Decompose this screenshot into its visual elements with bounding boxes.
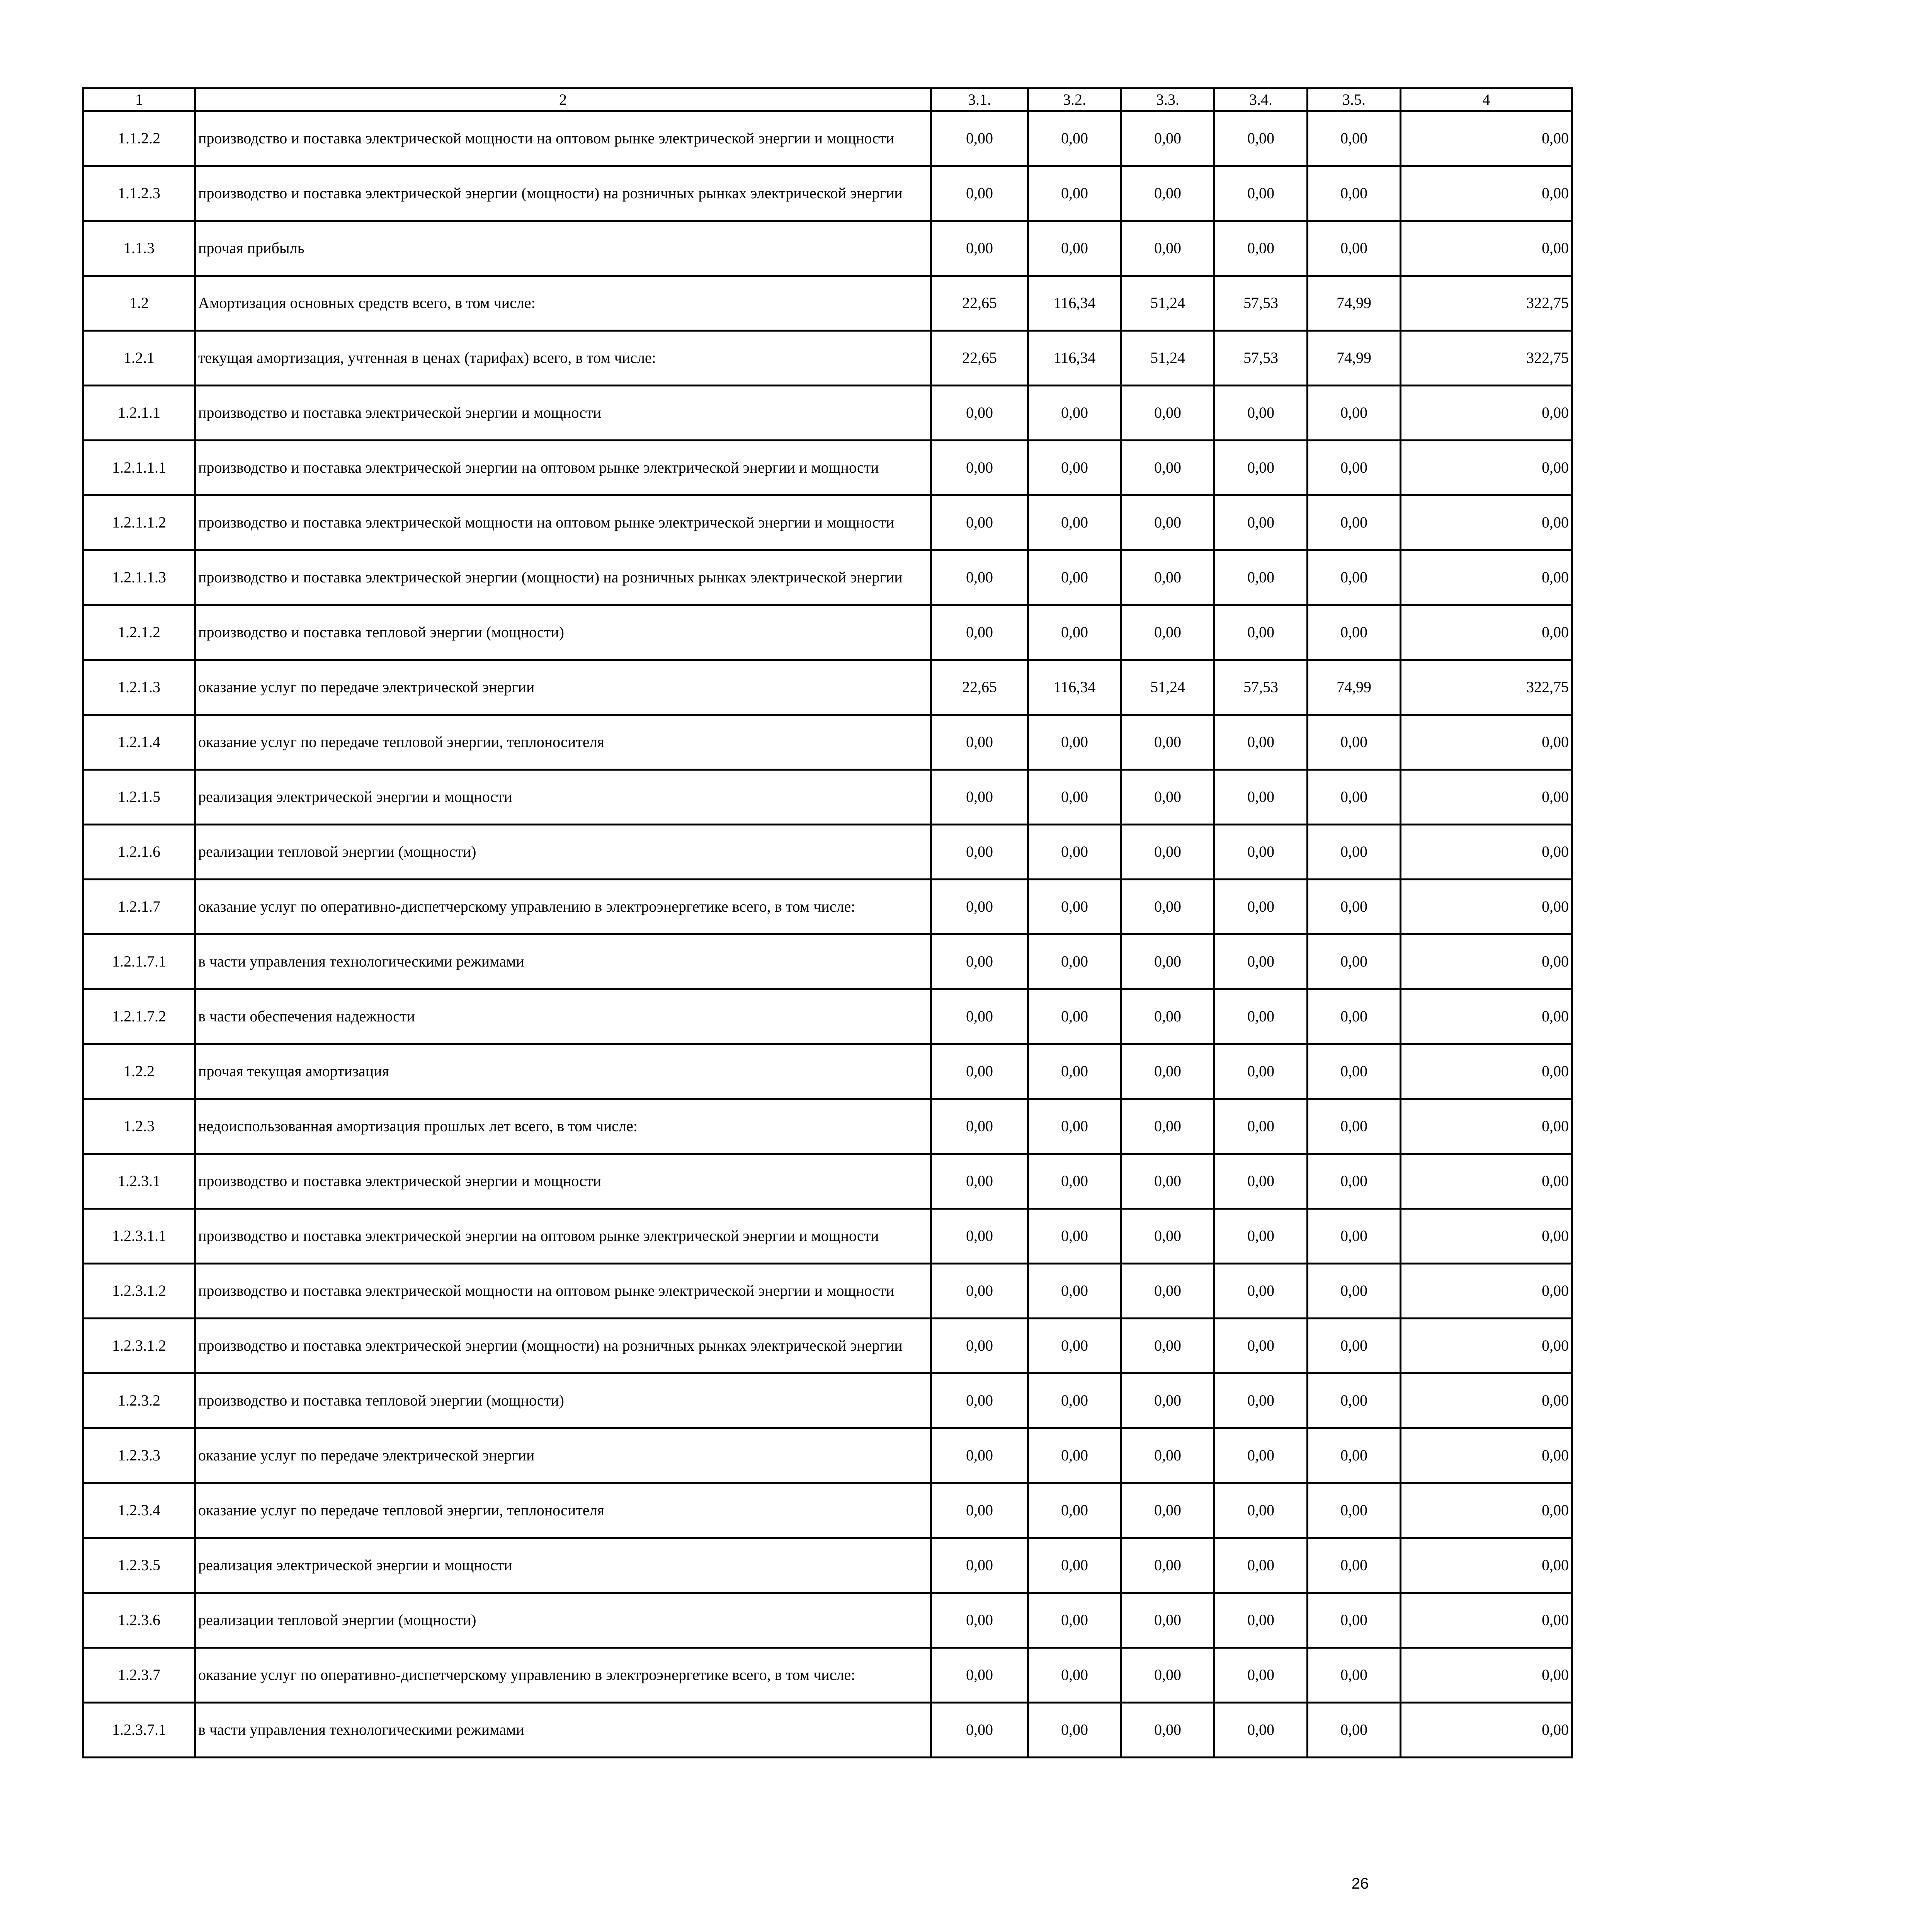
row-number-cell: 1.2.3.3 <box>83 1428 195 1483</box>
header-col-total: 4 <box>1401 88 1572 111</box>
row-name-cell: производство и поставка электрической мощности на оптовом рынке электрической энергии и мощности <box>195 111 931 166</box>
table-row <box>83 550 1572 605</box>
row-value-3-1-cell: 0,00 <box>931 1593 1028 1648</box>
row-value-3-3-cell: 0,00 <box>1121 770 1214 825</box>
table-row <box>83 1264 1572 1319</box>
row-value-3-3-cell: 0,00 <box>1121 550 1214 605</box>
row-name-cell: реализации тепловой энергии (мощности) <box>195 825 931 880</box>
row-value-3-2-cell: 0,00 <box>1028 1648 1121 1703</box>
row-value-3-4-cell: 0,00 <box>1214 1483 1308 1538</box>
row-value-3-4-cell: 0,00 <box>1214 880 1308 934</box>
row-value-3-1-cell: 0,00 <box>931 495 1028 550</box>
row-value-3-4-cell: 0,00 <box>1214 386 1308 441</box>
row-value-3-4-cell: 57,53 <box>1214 331 1308 386</box>
row-value-3-3-cell: 0,00 <box>1121 1209 1214 1264</box>
row-value-3-5-cell: 0,00 <box>1308 1154 1401 1209</box>
row-name-cell: недоиспользованная амортизация прошлых лет всего, в том числе: <box>195 1099 931 1154</box>
row-value-3-5-cell: 0,00 <box>1308 441 1401 495</box>
table-row <box>83 1593 1572 1648</box>
row-total-cell: 0,00 <box>1401 1648 1572 1703</box>
row-value-3-4-cell: 0,00 <box>1214 1538 1308 1593</box>
row-number-cell: 1.2.1.7 <box>83 880 195 934</box>
row-total-cell: 0,00 <box>1401 715 1572 770</box>
row-value-3-2-cell: 0,00 <box>1028 550 1121 605</box>
row-value-3-5-cell: 0,00 <box>1308 166 1401 221</box>
row-value-3-5-cell: 0,00 <box>1308 1319 1401 1373</box>
row-name-cell: прочая текущая амортизация <box>195 1044 931 1099</box>
row-total-cell: 0,00 <box>1401 1703 1572 1758</box>
row-number-cell: 1.2.1.5 <box>83 770 195 825</box>
row-name-cell: в части управления технологическими режимами <box>195 934 931 989</box>
row-value-3-1-cell: 0,00 <box>931 111 1028 166</box>
row-value-3-4-cell: 0,00 <box>1214 441 1308 495</box>
row-value-3-1-cell: 0,00 <box>931 1099 1028 1154</box>
row-value-3-1-cell: 0,00 <box>931 1209 1028 1264</box>
row-value-3-3-cell: 0,00 <box>1121 989 1214 1044</box>
row-value-3-2-cell: 0,00 <box>1028 934 1121 989</box>
row-total-cell: 0,00 <box>1401 880 1572 934</box>
row-number-cell: 1.2.3.1.1 <box>83 1209 195 1264</box>
row-value-3-5-cell: 74,99 <box>1308 660 1401 715</box>
row-value-3-1-cell: 0,00 <box>931 880 1028 934</box>
row-value-3-3-cell: 0,00 <box>1121 1538 1214 1593</box>
row-value-3-5-cell: 0,00 <box>1308 1538 1401 1593</box>
row-total-cell: 0,00 <box>1401 1209 1572 1264</box>
row-number-cell: 1.1.2.2 <box>83 111 195 166</box>
row-number-cell: 1.2.3.6 <box>83 1593 195 1648</box>
row-value-3-2-cell: 0,00 <box>1028 1703 1121 1758</box>
row-value-3-2-cell: 0,00 <box>1028 1154 1121 1209</box>
row-value-3-2-cell: 0,00 <box>1028 221 1121 276</box>
row-value-3-5-cell: 0,00 <box>1308 1264 1401 1319</box>
header-col-3-1: 3.1. <box>931 88 1028 111</box>
row-value-3-2-cell: 0,00 <box>1028 1099 1121 1154</box>
row-value-3-4-cell: 0,00 <box>1214 1319 1308 1373</box>
table-row <box>83 1099 1572 1154</box>
row-name-cell: Амортизация основных средств всего, в том числе: <box>195 276 931 331</box>
row-value-3-3-cell: 0,00 <box>1121 605 1214 660</box>
row-value-3-4-cell: 0,00 <box>1214 1703 1308 1758</box>
row-value-3-2-cell: 0,00 <box>1028 1538 1121 1593</box>
row-value-3-4-cell: 0,00 <box>1214 495 1308 550</box>
row-value-3-3-cell: 0,00 <box>1121 1044 1214 1099</box>
row-value-3-3-cell: 0,00 <box>1121 1154 1214 1209</box>
table-row <box>83 386 1572 441</box>
row-total-cell: 0,00 <box>1401 386 1572 441</box>
table-row <box>83 989 1572 1044</box>
row-value-3-1-cell: 0,00 <box>931 934 1028 989</box>
row-value-3-3-cell: 0,00 <box>1121 1319 1214 1373</box>
row-value-3-1-cell: 0,00 <box>931 1044 1028 1099</box>
row-value-3-5-cell: 0,00 <box>1308 715 1401 770</box>
row-value-3-3-cell: 0,00 <box>1121 441 1214 495</box>
row-value-3-3-cell: 0,00 <box>1121 1264 1214 1319</box>
row-number-cell: 1.2.1.1.2 <box>83 495 195 550</box>
table-row <box>83 660 1572 715</box>
row-value-3-5-cell: 0,00 <box>1308 1483 1401 1538</box>
row-value-3-2-cell: 0,00 <box>1028 1373 1121 1428</box>
row-name-cell: реализация электрической энергии и мощности <box>195 1538 931 1593</box>
row-value-3-1-cell: 0,00 <box>931 770 1028 825</box>
row-number-cell: 1.2.1.7.1 <box>83 934 195 989</box>
row-value-3-4-cell: 0,00 <box>1214 166 1308 221</box>
row-value-3-4-cell: 57,53 <box>1214 660 1308 715</box>
row-value-3-5-cell: 74,99 <box>1308 331 1401 386</box>
row-value-3-2-cell: 0,00 <box>1028 495 1121 550</box>
row-number-cell: 1.2.3 <box>83 1099 195 1154</box>
row-value-3-2-cell: 0,00 <box>1028 605 1121 660</box>
row-value-3-2-cell: 0,00 <box>1028 880 1121 934</box>
table-row <box>83 221 1572 276</box>
row-value-3-2-cell: 0,00 <box>1028 1319 1121 1373</box>
row-number-cell: 1.2.1.4 <box>83 715 195 770</box>
row-name-cell: оказание услуг по оперативно-диспетчерскому управлению в электроэнергетике всего, в том числе: <box>195 1648 931 1703</box>
row-name-cell: производство и поставка электрической энергии (мощности) на розничных рынках электрической энергии <box>195 550 931 605</box>
row-name-cell: в части управления технологическими режимами <box>195 1703 931 1758</box>
row-total-cell: 0,00 <box>1401 1538 1572 1593</box>
table-row <box>83 825 1572 880</box>
row-total-cell: 0,00 <box>1401 1099 1572 1154</box>
row-value-3-4-cell: 0,00 <box>1214 989 1308 1044</box>
row-total-cell: 0,00 <box>1401 550 1572 605</box>
row-value-3-3-cell: 0,00 <box>1121 221 1214 276</box>
row-value-3-3-cell: 0,00 <box>1121 1648 1214 1703</box>
row-name-cell: текущая амортизация, учтенная в ценах (тарифах) всего, в том числе: <box>195 331 931 386</box>
row-name-cell: производство и поставка электрической энергии и мощности <box>195 386 931 441</box>
row-name-cell: оказание услуг по передаче электрической энергии <box>195 660 931 715</box>
row-total-cell: 0,00 <box>1401 825 1572 880</box>
table-row <box>83 1044 1572 1099</box>
row-value-3-2-cell: 0,00 <box>1028 441 1121 495</box>
table-body <box>83 111 1572 1758</box>
row-total-cell: 0,00 <box>1401 1593 1572 1648</box>
row-total-cell: 0,00 <box>1401 111 1572 166</box>
row-number-cell: 1.2 <box>83 276 195 331</box>
row-value-3-4-cell: 0,00 <box>1214 715 1308 770</box>
row-value-3-3-cell: 0,00 <box>1121 1483 1214 1538</box>
row-number-cell: 1.2.3.4 <box>83 1483 195 1538</box>
row-number-cell: 1.2.3.2 <box>83 1373 195 1428</box>
row-value-3-2-cell: 0,00 <box>1028 825 1121 880</box>
row-value-3-4-cell: 57,53 <box>1214 276 1308 331</box>
row-value-3-4-cell: 0,00 <box>1214 605 1308 660</box>
page-number: 26 <box>1351 1875 1369 1892</box>
row-total-cell: 322,75 <box>1401 276 1572 331</box>
header-col-name: 2 <box>195 88 931 111</box>
row-total-cell: 0,00 <box>1401 1483 1572 1538</box>
row-value-3-3-cell: 0,00 <box>1121 1703 1214 1758</box>
row-value-3-4-cell: 0,00 <box>1214 934 1308 989</box>
row-value-3-1-cell: 22,65 <box>931 276 1028 331</box>
row-total-cell: 0,00 <box>1401 934 1572 989</box>
row-number-cell: 1.2.3.1.2 <box>83 1264 195 1319</box>
row-number-cell: 1.2.1.1.1 <box>83 441 195 495</box>
row-value-3-5-cell: 0,00 <box>1308 1209 1401 1264</box>
table-row <box>83 1703 1572 1758</box>
header-col-3-5: 3.5. <box>1308 88 1401 111</box>
row-name-cell: производство и поставка электрической энергии (мощности) на розничных рынках электрической энергии <box>195 1319 931 1373</box>
row-name-cell: оказание услуг по передаче тепловой энергии, теплоносителя <box>195 1483 931 1538</box>
row-value-3-2-cell: 0,00 <box>1028 386 1121 441</box>
row-value-3-1-cell: 0,00 <box>931 1319 1028 1373</box>
row-value-3-5-cell: 0,00 <box>1308 770 1401 825</box>
row-value-3-5-cell: 0,00 <box>1308 1593 1401 1648</box>
table-row <box>83 770 1572 825</box>
row-value-3-2-cell: 0,00 <box>1028 989 1121 1044</box>
row-total-cell: 0,00 <box>1401 441 1572 495</box>
table-row <box>83 1319 1572 1373</box>
table-row <box>83 331 1572 386</box>
row-total-cell: 0,00 <box>1401 495 1572 550</box>
row-value-3-1-cell: 0,00 <box>931 1648 1028 1703</box>
row-value-3-4-cell: 0,00 <box>1214 1154 1308 1209</box>
row-total-cell: 322,75 <box>1401 660 1572 715</box>
row-value-3-3-cell: 0,00 <box>1121 495 1214 550</box>
row-number-cell: 1.2.1.1 <box>83 386 195 441</box>
row-name-cell: производство и поставка электрической энергии (мощности) на розничных рынках электрической энергии <box>195 166 931 221</box>
row-total-cell: 0,00 <box>1401 221 1572 276</box>
row-value-3-2-cell: 0,00 <box>1028 1593 1121 1648</box>
row-value-3-4-cell: 0,00 <box>1214 1099 1308 1154</box>
row-number-cell: 1.2.1 <box>83 331 195 386</box>
row-value-3-3-cell: 0,00 <box>1121 111 1214 166</box>
row-value-3-5-cell: 0,00 <box>1308 605 1401 660</box>
row-value-3-1-cell: 0,00 <box>931 386 1028 441</box>
row-value-3-1-cell: 0,00 <box>931 1538 1028 1593</box>
row-name-cell: реализация электрической энергии и мощности <box>195 770 931 825</box>
table-row <box>83 1648 1572 1703</box>
row-value-3-5-cell: 0,00 <box>1308 880 1401 934</box>
row-value-3-5-cell: 0,00 <box>1308 221 1401 276</box>
row-value-3-3-cell: 0,00 <box>1121 1428 1214 1483</box>
table-row <box>83 1483 1572 1538</box>
row-number-cell: 1.2.1.2 <box>83 605 195 660</box>
row-value-3-3-cell: 51,24 <box>1121 331 1214 386</box>
row-value-3-2-cell: 116,34 <box>1028 276 1121 331</box>
row-number-cell: 1.2.3.7 <box>83 1648 195 1703</box>
row-value-3-3-cell: 0,00 <box>1121 934 1214 989</box>
row-total-cell: 0,00 <box>1401 1319 1572 1373</box>
row-number-cell: 1.1.3 <box>83 221 195 276</box>
table-row <box>83 441 1572 495</box>
row-value-3-1-cell: 0,00 <box>931 989 1028 1044</box>
row-value-3-2-cell: 0,00 <box>1028 1264 1121 1319</box>
row-total-cell: 0,00 <box>1401 1428 1572 1483</box>
header-row <box>83 88 1572 111</box>
row-value-3-3-cell: 0,00 <box>1121 825 1214 880</box>
row-value-3-5-cell: 0,00 <box>1308 1428 1401 1483</box>
row-total-cell: 0,00 <box>1401 770 1572 825</box>
row-name-cell: оказание услуг по передаче электрической энергии <box>195 1428 931 1483</box>
row-value-3-3-cell: 0,00 <box>1121 166 1214 221</box>
row-value-3-5-cell: 0,00 <box>1308 111 1401 166</box>
row-name-cell: оказание услуг по оперативно-диспетчерскому управлению в электроэнергетике всего, в том числе: <box>195 880 931 934</box>
row-value-3-4-cell: 0,00 <box>1214 221 1308 276</box>
row-name-cell: прочая прибыль <box>195 221 931 276</box>
row-total-cell: 0,00 <box>1401 1264 1572 1319</box>
table-row <box>83 880 1572 934</box>
row-name-cell: в части обеспечения надежности <box>195 989 931 1044</box>
row-name-cell: производство и поставка электрической мощности на оптовом рынке электрической энергии и мощности <box>195 1264 931 1319</box>
row-value-3-3-cell: 51,24 <box>1121 276 1214 331</box>
row-number-cell: 1.2.1.1.3 <box>83 550 195 605</box>
row-value-3-5-cell: 0,00 <box>1308 495 1401 550</box>
table-row <box>83 276 1572 331</box>
table-row <box>83 111 1572 166</box>
row-value-3-2-cell: 0,00 <box>1028 166 1121 221</box>
row-number-cell: 1.1.2.3 <box>83 166 195 221</box>
row-value-3-4-cell: 0,00 <box>1214 1428 1308 1483</box>
row-value-3-2-cell: 0,00 <box>1028 1209 1121 1264</box>
row-name-cell: производство и поставка электрической мощности на оптовом рынке электрической энергии и мощности <box>195 495 931 550</box>
row-value-3-3-cell: 0,00 <box>1121 386 1214 441</box>
table-row <box>83 495 1572 550</box>
row-value-3-1-cell: 0,00 <box>931 1703 1028 1758</box>
row-value-3-4-cell: 0,00 <box>1214 550 1308 605</box>
row-value-3-1-cell: 22,65 <box>931 660 1028 715</box>
row-value-3-2-cell: 116,34 <box>1028 660 1121 715</box>
table-row <box>83 605 1572 660</box>
row-value-3-1-cell: 0,00 <box>931 221 1028 276</box>
table-row <box>83 1154 1572 1209</box>
row-value-3-3-cell: 0,00 <box>1121 1593 1214 1648</box>
row-value-3-2-cell: 0,00 <box>1028 1483 1121 1538</box>
row-value-3-4-cell: 0,00 <box>1214 1648 1308 1703</box>
row-value-3-1-cell: 0,00 <box>931 166 1028 221</box>
header-col-3-3: 3.3. <box>1121 88 1214 111</box>
row-name-cell: производство и поставка электрической энергии на оптовом рынке электрической энергии и мощности <box>195 1209 931 1264</box>
row-number-cell: 1.2.1.7.2 <box>83 989 195 1044</box>
row-value-3-2-cell: 0,00 <box>1028 111 1121 166</box>
row-value-3-3-cell: 0,00 <box>1121 1099 1214 1154</box>
row-name-cell: производство и поставка электрической энергии на оптовом рынке электрической энергии и мощности <box>195 441 931 495</box>
row-value-3-1-cell: 0,00 <box>931 1154 1028 1209</box>
row-value-3-3-cell: 0,00 <box>1121 1373 1214 1428</box>
row-name-cell: реализации тепловой энергии (мощности) <box>195 1593 931 1648</box>
row-number-cell: 1.2.3.1 <box>83 1154 195 1209</box>
row-value-3-1-cell: 0,00 <box>931 1264 1028 1319</box>
row-value-3-1-cell: 0,00 <box>931 825 1028 880</box>
table-header <box>83 88 1572 111</box>
row-number-cell: 1.2.3.1.2 <box>83 1319 195 1373</box>
row-value-3-4-cell: 0,00 <box>1214 111 1308 166</box>
table-row <box>83 1209 1572 1264</box>
data-table <box>82 87 1573 1758</box>
row-total-cell: 0,00 <box>1401 605 1572 660</box>
row-value-3-5-cell: 0,00 <box>1308 386 1401 441</box>
row-value-3-4-cell: 0,00 <box>1214 770 1308 825</box>
row-name-cell: оказание услуг по передаче тепловой энергии, теплоносителя <box>195 715 931 770</box>
row-value-3-2-cell: 0,00 <box>1028 770 1121 825</box>
row-value-3-2-cell: 0,00 <box>1028 1428 1121 1483</box>
row-value-3-5-cell: 0,00 <box>1308 1373 1401 1428</box>
row-value-3-4-cell: 0,00 <box>1214 1264 1308 1319</box>
row-value-3-1-cell: 0,00 <box>931 1483 1028 1538</box>
row-name-cell: производство и поставка электрической энергии и мощности <box>195 1154 931 1209</box>
table-row <box>83 715 1572 770</box>
table-row <box>83 1428 1572 1483</box>
table-row <box>83 934 1572 989</box>
row-total-cell: 0,00 <box>1401 166 1572 221</box>
table-row <box>83 166 1572 221</box>
header-col-number: 1 <box>83 88 195 111</box>
row-value-3-1-cell: 0,00 <box>931 441 1028 495</box>
table-row <box>83 1373 1572 1428</box>
row-value-3-2-cell: 0,00 <box>1028 1044 1121 1099</box>
row-value-3-1-cell: 0,00 <box>931 550 1028 605</box>
row-value-3-5-cell: 0,00 <box>1308 1099 1401 1154</box>
row-number-cell: 1.2.1.6 <box>83 825 195 880</box>
row-value-3-5-cell: 0,00 <box>1308 825 1401 880</box>
row-name-cell: производство и поставка тепловой энергии (мощности) <box>195 1373 931 1428</box>
row-number-cell: 1.2.2 <box>83 1044 195 1099</box>
row-value-3-1-cell: 0,00 <box>931 715 1028 770</box>
row-value-3-5-cell: 74,99 <box>1308 276 1401 331</box>
row-value-3-4-cell: 0,00 <box>1214 1593 1308 1648</box>
table-row <box>83 1538 1572 1593</box>
row-value-3-1-cell: 22,65 <box>931 331 1028 386</box>
row-value-3-3-cell: 51,24 <box>1121 660 1214 715</box>
row-value-3-5-cell: 0,00 <box>1308 1648 1401 1703</box>
header-col-3-4: 3.4. <box>1214 88 1308 111</box>
row-total-cell: 322,75 <box>1401 331 1572 386</box>
row-value-3-4-cell: 0,00 <box>1214 1209 1308 1264</box>
row-value-3-2-cell: 0,00 <box>1028 715 1121 770</box>
row-value-3-3-cell: 0,00 <box>1121 715 1214 770</box>
row-value-3-5-cell: 0,00 <box>1308 1044 1401 1099</box>
row-number-cell: 1.2.3.7.1 <box>83 1703 195 1758</box>
row-total-cell: 0,00 <box>1401 1044 1572 1099</box>
row-value-3-4-cell: 0,00 <box>1214 1373 1308 1428</box>
row-total-cell: 0,00 <box>1401 989 1572 1044</box>
row-value-3-5-cell: 0,00 <box>1308 1703 1401 1758</box>
row-value-3-2-cell: 116,34 <box>1028 331 1121 386</box>
row-value-3-4-cell: 0,00 <box>1214 1044 1308 1099</box>
header-col-3-2: 3.2. <box>1028 88 1121 111</box>
row-number-cell: 1.2.3.5 <box>83 1538 195 1593</box>
row-value-3-5-cell: 0,00 <box>1308 550 1401 605</box>
row-value-3-1-cell: 0,00 <box>931 1428 1028 1483</box>
row-total-cell: 0,00 <box>1401 1154 1572 1209</box>
row-value-3-5-cell: 0,00 <box>1308 934 1401 989</box>
row-value-3-4-cell: 0,00 <box>1214 825 1308 880</box>
row-value-3-1-cell: 0,00 <box>931 1373 1028 1428</box>
row-number-cell: 1.2.1.3 <box>83 660 195 715</box>
row-value-3-3-cell: 0,00 <box>1121 880 1214 934</box>
row-value-3-1-cell: 0,00 <box>931 605 1028 660</box>
row-total-cell: 0,00 <box>1401 1373 1572 1428</box>
row-value-3-5-cell: 0,00 <box>1308 989 1401 1044</box>
row-name-cell: производство и поставка тепловой энергии (мощности) <box>195 605 931 660</box>
